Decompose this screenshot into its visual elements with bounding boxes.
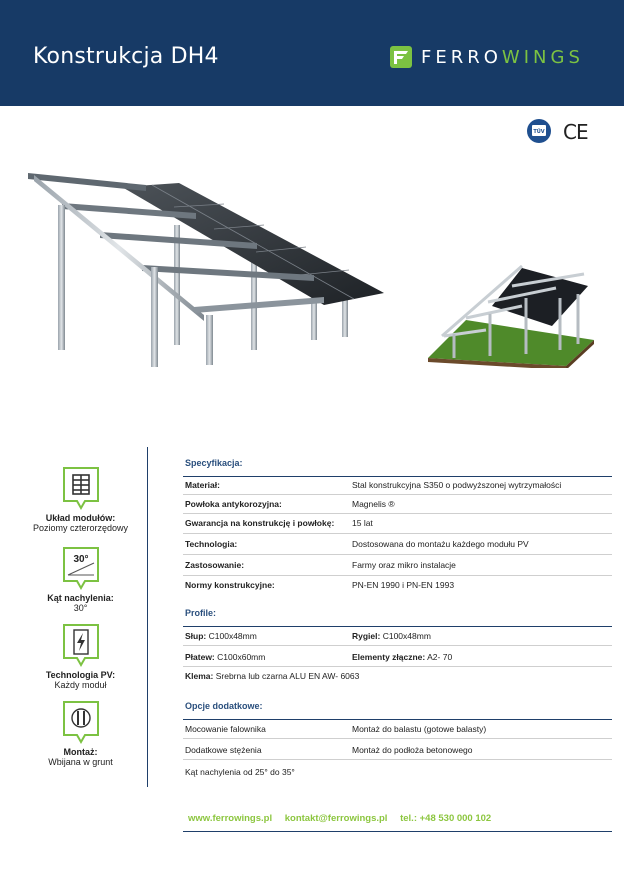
ferrowings-logo (390, 45, 584, 69)
feature-label: Układ modułów: (45, 513, 116, 523)
row-rule (183, 494, 612, 495)
feature-module-layout (18, 465, 143, 533)
option-item: Kąt nachylenia od 25° do 35° (185, 767, 295, 777)
row-rule (183, 513, 612, 514)
profile-slup (185, 631, 257, 641)
profile-slup-value: C100x48mm (208, 631, 257, 641)
logo-text-ferro: FERRO (421, 46, 502, 68)
wing-logo-icon (390, 46, 412, 68)
spec-value: Farmy oraz mikro instalacje (352, 560, 456, 570)
spec-value: PN-EN 1990 i PN-EN 1993 (352, 580, 455, 590)
product-image-main (24, 165, 389, 375)
feature-value: Wbijana w grunt (48, 757, 113, 767)
profile-heading: Profile: (185, 608, 217, 618)
row-rule (183, 666, 612, 667)
ce-mark-icon: CE (563, 120, 588, 144)
lightning-icon (61, 622, 101, 668)
row-rule (183, 533, 612, 534)
profile-elementy-label: Elementy złączne: (352, 652, 426, 662)
row-rule (183, 738, 612, 739)
feature-mounting (18, 699, 143, 767)
feature-value: Każdy moduł (54, 680, 107, 690)
footer-phone[interactable]: tel.: +48 530 000 102 (400, 813, 492, 824)
feature-label: Montaż: (63, 747, 98, 757)
profile-elementy-value: A2- 70 (427, 652, 453, 662)
spec-label: Powłoka antykorozyjna: (185, 499, 282, 509)
spec-label: Technologia: (185, 539, 238, 549)
row-rule (183, 645, 612, 646)
option-item: Mocowanie falownika (185, 724, 266, 734)
row-rule (183, 759, 612, 760)
section-rule (183, 719, 612, 720)
column-divider (147, 447, 148, 787)
option-item: Montaż do podłoża betonowego (352, 745, 473, 755)
profile-slup-label: Słup: (185, 631, 207, 641)
option-item: Montaż do balastu (gotowe balasty) (352, 724, 487, 734)
grid-icon (61, 465, 101, 511)
header-bar (0, 0, 624, 106)
section-rule (183, 476, 612, 477)
profile-platew-label: Płatew: (185, 652, 215, 662)
product-image-grass (426, 258, 596, 373)
spec-value: 15 lat (352, 518, 373, 528)
profile-rygiel-value: C100x48mm (382, 631, 431, 641)
feature-label: Kąt nachylenia: (47, 593, 114, 603)
profile-elementy (352, 652, 452, 662)
profile-platew-value: C100x60mm (217, 652, 266, 662)
section-rule (183, 626, 612, 627)
profile-rygiel (352, 631, 431, 641)
options-heading: Opcje dodatkowe: (185, 701, 263, 711)
specification-heading: Specyfikacja: (185, 458, 243, 468)
feature-value: 30° (73, 603, 88, 613)
spec-label: Materiał: (185, 480, 220, 490)
footer-rule (183, 831, 612, 832)
footer-email-link[interactable]: kontakt@ferrowings.pl (284, 813, 388, 824)
footer-website-link[interactable]: www.ferrowings.pl (188, 813, 273, 824)
page-title: Konstrukcja DH4 (33, 44, 219, 69)
feature-label: Technologia PV: (45, 670, 116, 680)
spec-label: Zastosowanie: (185, 560, 245, 570)
feature-tilt-angle (18, 545, 143, 613)
spec-label: Gwarancja na konstrukcję i powłokę: (185, 518, 335, 528)
pile-icon (61, 699, 101, 745)
row-rule (183, 554, 612, 555)
tuv-text: TÜV (533, 129, 545, 135)
angle-icon (61, 545, 101, 591)
spec-value: Dostosowana do montażu każdego modułu PV (352, 539, 529, 549)
spec-value: Magnelis ® (352, 499, 395, 509)
feature-pv-technology (18, 622, 143, 690)
option-item: Dodatkowe stężenia (185, 745, 262, 755)
angle-badge-text: 30° (72, 554, 89, 565)
profile-platew (185, 652, 265, 662)
profile-klema-value: Srebrna lub czarna ALU EN AW- 6063 (215, 671, 360, 681)
feature-value: Poziomy czterorzędowy (32, 523, 129, 533)
profile-rygiel-label: Rygiel: (352, 631, 381, 641)
row-rule (183, 575, 612, 576)
spec-label: Normy konstrukcyjne: (185, 580, 275, 590)
tuv-certification-icon (526, 118, 552, 149)
spec-value: Stal konstrukcyjna S350 o podwyższonej wytrzymałości (352, 480, 562, 490)
logo-text-wings: WINGS (501, 46, 584, 68)
profile-klema-label: Klema: (185, 671, 214, 681)
footer-contact (188, 813, 501, 824)
profile-klema (185, 671, 359, 681)
